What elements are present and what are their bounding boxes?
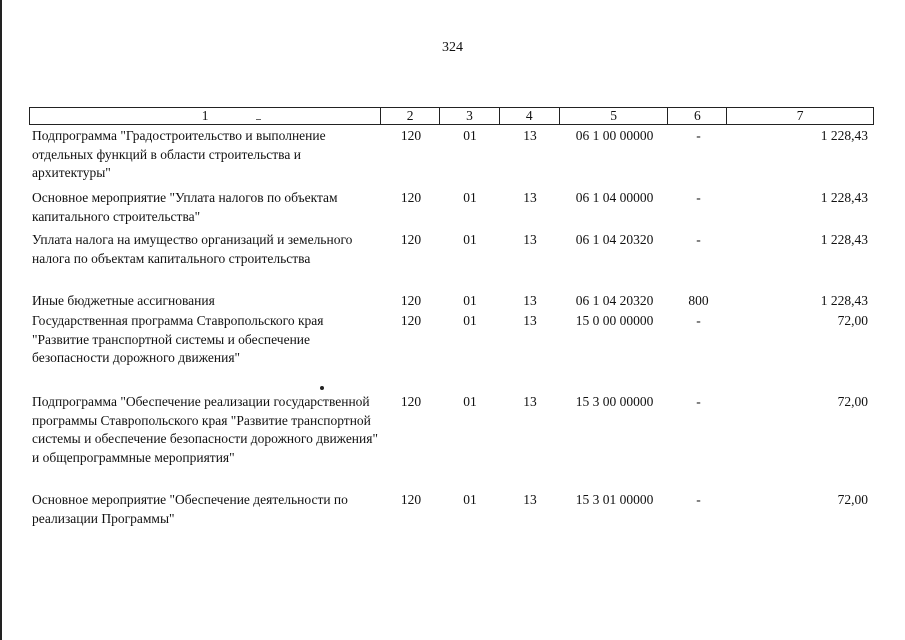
row-col-4: 13 (523, 293, 537, 308)
row-name: Уплата налога на имущество организаций и земельного налога по объектам капитального строительства (32, 232, 353, 266)
row-col-2: 120 (400, 293, 422, 308)
row-col-3: 01 (463, 313, 477, 328)
row-col-2: 120 (400, 394, 422, 409)
scan-speck (320, 386, 324, 390)
row-col-7: 1 228,43 (820, 293, 868, 308)
row-col-6: - (696, 492, 701, 507)
row-col-7: 72,00 (837, 394, 868, 409)
row-col-4: 13 (523, 394, 537, 409)
row-col-2: 120 (400, 313, 422, 328)
row-col-2: 120 (400, 190, 422, 205)
row-name: Подпрограмма "Обеспечение реализации государственной программы Ставропольского края "Развитие транспортной системы и обеспечение безопасности дорожного движения" и общепрограммные мероприятия" (32, 394, 378, 465)
page-left-border (0, 0, 2, 640)
row-col-6: - (696, 128, 701, 143)
row-col-6: - (696, 313, 701, 328)
row-col-7: 1 228,43 (820, 232, 868, 247)
row-col-6: - (696, 394, 701, 409)
row-col-5: 06 1 00 00000 (575, 128, 654, 143)
row-name: Государственная программа Ставропольского края "Развитие транспортной системы и обеспечение безопасности дорожного движения" (32, 313, 324, 365)
row-col-7: 72,00 (837, 313, 868, 328)
row-col-2: 120 (400, 232, 422, 247)
row-col-4: 13 (523, 492, 537, 507)
row-col-5: 15 3 01 00000 (575, 492, 654, 507)
header-col-2: 2 (381, 108, 440, 124)
row-col-6: - (696, 190, 701, 205)
row-col-5: 15 0 00 00000 (575, 313, 654, 328)
row-col-3: 01 (463, 492, 477, 507)
row-col-4: 13 (523, 128, 537, 143)
row-col-2: 120 (400, 492, 422, 507)
row-col-5: 06 1 04 20320 (575, 293, 654, 308)
row-name: Основное мероприятие "Обеспечение деятельности по реализации Программы" (32, 492, 348, 526)
row-col-3: 01 (463, 394, 477, 409)
row-col-4: 13 (523, 313, 537, 328)
row-col-7: 1 228,43 (820, 190, 868, 205)
header-col-1: 1 (30, 108, 381, 124)
row-col-5: 15 3 00 00000 (575, 394, 654, 409)
scan-mark (256, 119, 261, 120)
row-col-2: 120 (400, 128, 422, 143)
row-col-7: 72,00 (837, 492, 868, 507)
table-header (29, 107, 874, 125)
row-col-3: 01 (463, 190, 477, 205)
page-number: 324 (442, 40, 463, 55)
row-col-7: 1 228,43 (820, 128, 868, 143)
header-col-7: 7 (796, 108, 804, 123)
header-col-6: 6 (668, 108, 727, 124)
row-name: Подпрограмма "Градостроительство и выполнение отдельных функций в области строительства и архитектуры" (32, 128, 326, 180)
row-col-3: 01 (463, 293, 477, 308)
row-col-5: 06 1 04 00000 (575, 190, 654, 205)
row-name: Иные бюджетные ассигнования (32, 293, 215, 308)
header-col-4: 4 (500, 108, 560, 124)
header-col-3: 3 (440, 108, 500, 124)
row-col-3: 01 (463, 232, 477, 247)
row-col-3: 01 (463, 128, 477, 143)
row-col-6: 800 (688, 293, 709, 308)
row-name: Основное мероприятие "Уплата налогов по объектам капитального строительства" (32, 190, 338, 224)
row-col-4: 13 (523, 232, 537, 247)
row-col-6: - (696, 232, 701, 247)
row-col-5: 06 1 04 20320 (575, 232, 654, 247)
header-col-5: 5 (560, 108, 669, 124)
row-col-4: 13 (523, 190, 537, 205)
